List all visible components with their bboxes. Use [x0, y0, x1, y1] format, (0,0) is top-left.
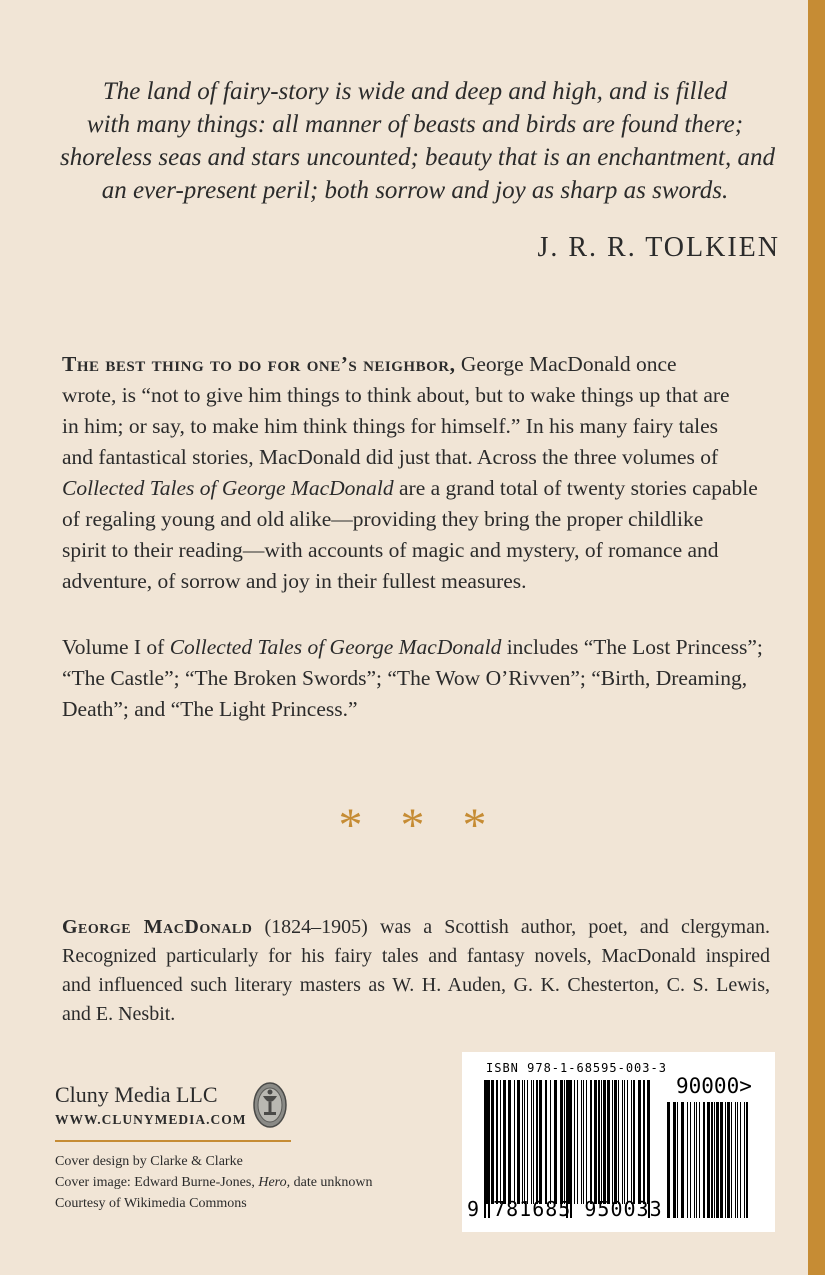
barcode-bar — [531, 1080, 532, 1204]
barcode-bar — [727, 1102, 730, 1218]
credit-line: Cover design by Clarke & Clarke — [55, 1154, 243, 1169]
barcode-bar — [667, 1102, 670, 1218]
barcode-bar — [612, 1080, 613, 1204]
description-line: Collected Tales of George MacDonald are a grand total of twenty stories capable — [62, 476, 758, 500]
publisher-divider — [55, 1140, 291, 1142]
barcode-bar — [696, 1102, 697, 1218]
asterisk-ornament: * — [338, 799, 363, 852]
barcode-bar — [517, 1080, 520, 1204]
barcode-bar — [545, 1080, 547, 1204]
barcode-bar — [673, 1102, 676, 1218]
series-title: Collected Tales of George MacDonald — [169, 635, 502, 659]
contents-line: “The Castle”; “The Broken Swords”; “The Wow O’Rivven”; “Birth, Dreaming, — [62, 666, 748, 690]
barcode-bar — [633, 1080, 635, 1204]
barcode-bar — [496, 1080, 498, 1204]
barcode-bar — [536, 1080, 538, 1204]
barcode-bar — [577, 1080, 578, 1204]
barcode-bar — [486, 1080, 488, 1204]
barcode-bar — [707, 1102, 710, 1218]
barcode-bar — [583, 1080, 584, 1204]
barcode-bar — [699, 1102, 700, 1218]
barcode-bar — [643, 1080, 645, 1204]
description-line: The best thing to do for one’s neighbor, George MacDonald once — [62, 352, 677, 376]
publisher-website: WWW.CLUNYMEDIA.COM — [55, 1112, 247, 1127]
barcode-bar — [539, 1080, 542, 1204]
barcode-bar — [744, 1102, 745, 1218]
section-separator — [0, 798, 825, 853]
barcode-bar — [574, 1080, 575, 1204]
barcode-bar — [554, 1080, 557, 1204]
epigraph-quote — [60, 75, 775, 207]
barcode-bar — [590, 1080, 592, 1204]
barcode-bar — [703, 1102, 705, 1218]
barcode-bar — [687, 1102, 688, 1218]
barcode-bar — [716, 1102, 719, 1218]
barcode-bar — [731, 1102, 732, 1218]
barcode-bar — [524, 1080, 525, 1204]
barcode-bar — [564, 1080, 565, 1204]
barcode-bar — [607, 1080, 610, 1204]
barcode-bar — [631, 1080, 632, 1204]
barcode-bar — [725, 1102, 726, 1218]
spine-stripe — [808, 0, 825, 1275]
barcode-digits: 9 781685 950033 — [467, 1197, 663, 1221]
barcode-bar — [720, 1102, 723, 1218]
barcode-bar — [500, 1080, 501, 1204]
description-line: wrote, is “not to give him things to think about, but to wake things up that are — [62, 383, 730, 407]
author-name: George MacDonald — [62, 916, 253, 938]
author-bio — [62, 913, 770, 1029]
barcode-bar — [618, 1080, 619, 1204]
asterisk-ornament: * — [462, 799, 487, 852]
barcode-bar — [491, 1080, 494, 1204]
barcode-bar — [514, 1080, 515, 1204]
barcode-bar — [601, 1080, 602, 1204]
epigraph-line: with many things: all manner of beasts and birds are found there; — [86, 111, 744, 138]
barcode-bar — [735, 1102, 736, 1218]
epigraph-line: The land of fairy-story is wide and deep and high, and is filled — [102, 78, 728, 105]
epigraph-line: an ever-present peril; both sorrow and joy as sharp as swords. — [101, 177, 729, 204]
price-code: 90000> — [676, 1074, 752, 1098]
barcode-bar — [586, 1080, 587, 1204]
barcode-bar — [622, 1080, 623, 1204]
bio-line: and influenced such literary masters as W. H. Auden, G. K. Chesterton, C. S. Lewis, — [62, 974, 770, 996]
barcode-bar — [690, 1102, 691, 1218]
epigraph-line: shoreless seas and stars uncounted; beauty that is an enchantment, and — [60, 144, 775, 171]
epigraph-attribution: J. R. R. TOLKIEN — [537, 232, 780, 263]
cover-credits — [55, 1151, 373, 1214]
credit-line: Cover image: Edward Burne-Jones, Hero, date unknown — [55, 1175, 373, 1190]
barcode-bar — [746, 1102, 748, 1218]
description-line: in him; or say, to make him think things for himself.” In his many fairy tales — [62, 414, 719, 438]
isbn-barcode — [462, 1052, 775, 1232]
description-line: of regaling young and old alike—providing they bring the proper childlike — [62, 507, 704, 531]
barcode-bar — [594, 1080, 597, 1204]
barcode-bar — [681, 1102, 684, 1218]
barcode-bar — [740, 1102, 741, 1218]
barcode-bar — [503, 1080, 506, 1204]
bio-line: George MacDonald (1824–1905) was a Scottish author, poet, and clergyman. — [62, 916, 770, 938]
asterisk-ornament: * — [400, 799, 425, 852]
bio-line: Recognized particularly for his fairy tales and fantasy novels, MacDonald inspired — [62, 945, 770, 967]
barcode-bar — [694, 1102, 695, 1218]
barcode-bar — [647, 1080, 648, 1204]
publisher-name: Cluny Media LLC — [55, 1082, 218, 1107]
barcode-bar — [711, 1102, 713, 1218]
isbn-label: ISBN 978-1-68595-003-3 — [486, 1061, 667, 1075]
barcode-bar — [614, 1080, 617, 1204]
description-line: spirit to their reading—with accounts of magic and mystery, of romance and — [62, 538, 719, 562]
barcode-bar — [737, 1102, 738, 1218]
barcode-bar — [560, 1080, 563, 1204]
barcode-bar — [714, 1102, 715, 1218]
barcode-bar — [603, 1080, 606, 1204]
barcode-bar — [527, 1080, 528, 1204]
barcode-bar — [627, 1080, 628, 1204]
contents-line: Volume I of Collected Tales of George MacDonald includes “The Lost Princess”; — [62, 635, 763, 659]
contents-line: Death”; and “The Light Princess.” — [62, 697, 358, 721]
barcode-bar — [624, 1080, 625, 1204]
barcode-bar — [508, 1080, 511, 1204]
contents-paragraph — [62, 632, 770, 725]
barcode-bar — [550, 1080, 551, 1204]
barcode-bar — [598, 1080, 600, 1204]
barcode-bar — [638, 1080, 641, 1204]
description-line: adventure, of sorrow and joy in their fullest measures. — [62, 569, 527, 593]
credit-line: Courtesy of Wikimedia Commons — [55, 1196, 247, 1211]
series-title: Collected Tales of George MacDonald — [62, 476, 394, 500]
description-paragraph — [62, 349, 770, 597]
description-line: and fantastical stories, MacDonald did just that. Across the three volumes of — [62, 445, 719, 469]
barcode-bar — [522, 1080, 523, 1204]
description-lead: The best thing to do for one’s neighbor, — [62, 352, 456, 376]
barcode-bar — [677, 1102, 678, 1218]
barcode-bar — [533, 1080, 534, 1204]
bio-line: and E. Nesbit. — [62, 1003, 176, 1025]
barcode-bar — [581, 1080, 582, 1204]
publisher-seal-icon — [253, 1082, 287, 1128]
